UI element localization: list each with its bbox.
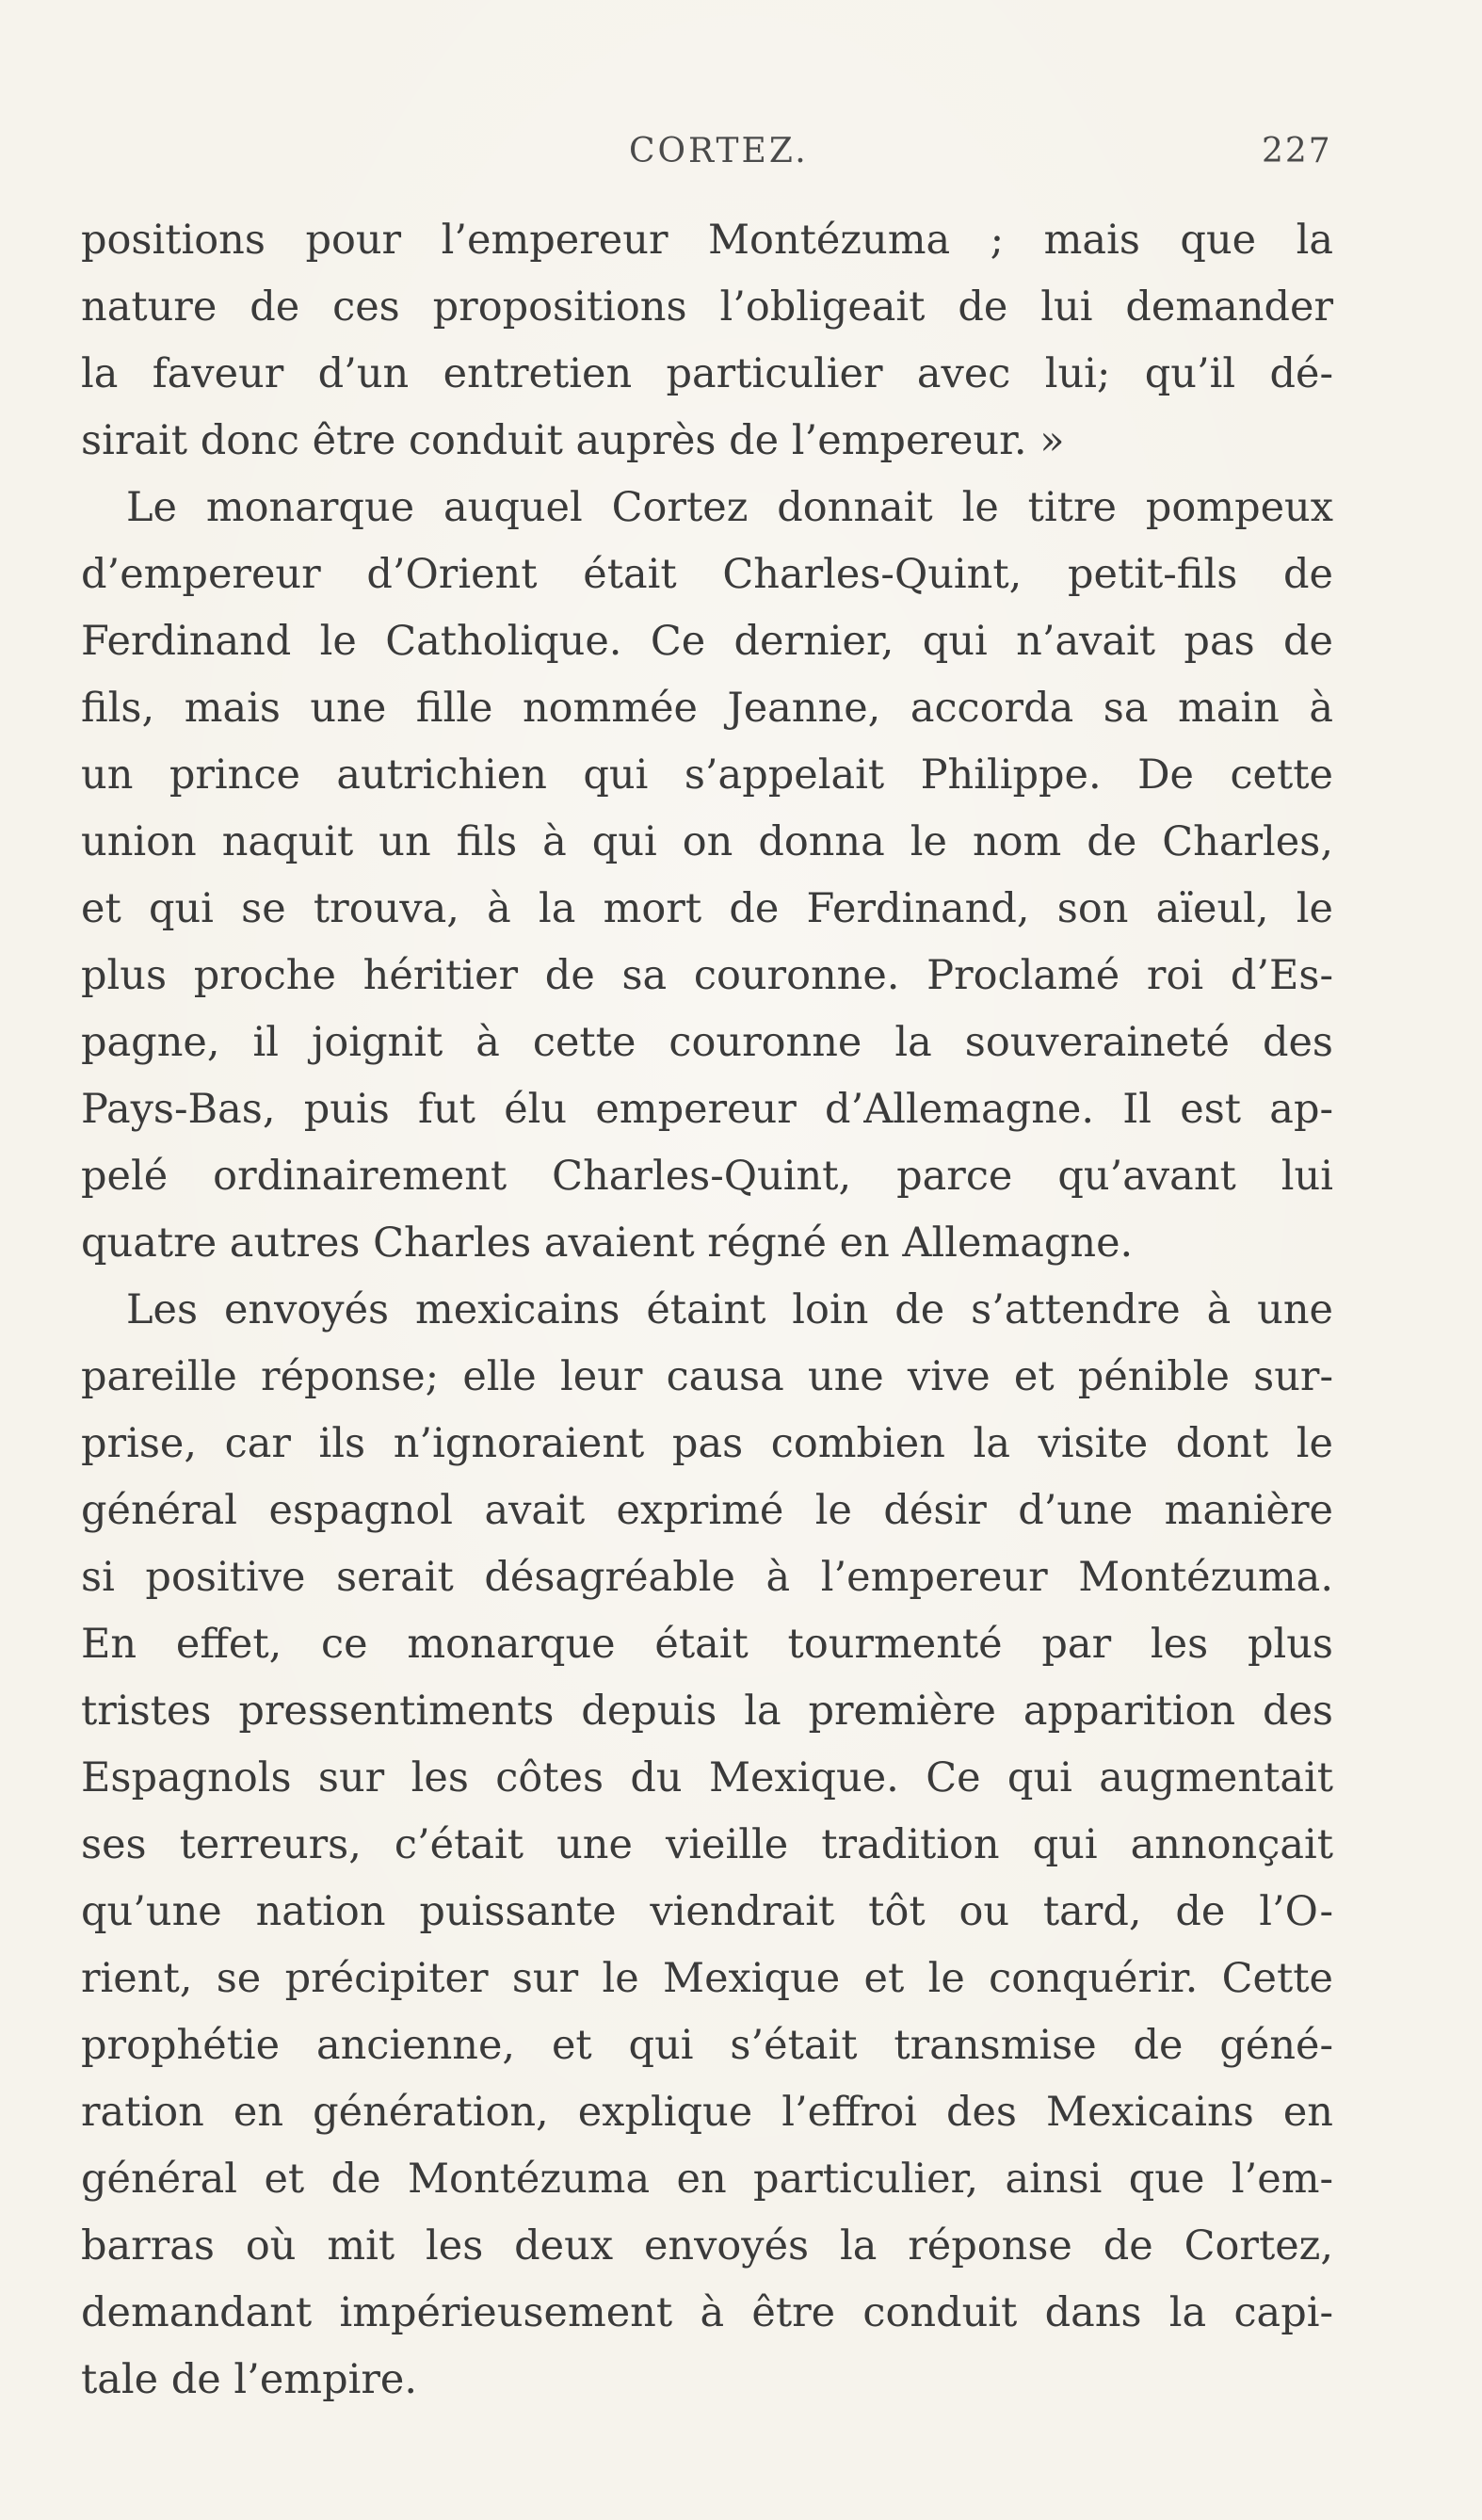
text-line: si positive serait désagréable à l’empereur Montézuma. bbox=[81, 1554, 1333, 1601]
text-line: qu’une nation puissante viendrait tôt ou tard, de l’O- bbox=[81, 1888, 1333, 1935]
text-line: demandant impérieusement à être conduit dans la capi- bbox=[81, 2289, 1333, 2336]
text-line: un prince autrichien qui s’appelait Philippe. De cette bbox=[81, 751, 1333, 799]
text-line: sirait donc être conduit auprès de l’empereur. » bbox=[81, 417, 1065, 464]
text-line: barras où mit les deux envoyés la réponse de Cortez, bbox=[81, 2222, 1333, 2270]
text-line: la faveur d’un entretien particulier avec lui; qu’il dé- bbox=[81, 350, 1333, 397]
text-line: et qui se trouva, à la mort de Ferdinand, son aïeul, le bbox=[81, 885, 1333, 932]
text-line: quatre autres Charles avaient régné en Allemagne. bbox=[81, 1220, 1134, 1267]
text-line: En effet, ce monarque était tourmenté par les plus bbox=[81, 1621, 1333, 1668]
body-text bbox=[81, 207, 1333, 2414]
text-line: prise, car ils n’ignoraient pas combien la visite dont le bbox=[81, 1420, 1333, 1467]
text-line: nature de ces propositions l’obligeait de lui demander bbox=[81, 283, 1333, 331]
text-line: tale de l’empire. bbox=[81, 2356, 418, 2403]
text-line: général espagnol avait exprimé le désir d’une manière bbox=[81, 1487, 1333, 1534]
text-line: Pays-Bas, puis fut élu empereur d’Allemagne. Il est ap- bbox=[81, 1086, 1333, 1133]
text-line: général et de Montézuma en particulier, ainsi que l’em- bbox=[81, 2156, 1333, 2203]
text-line: pareille réponse; elle leur causa une vive et pénible sur- bbox=[81, 1353, 1333, 1400]
text-line: rient, se précipiter sur le Mexique et le conquérir. Cette bbox=[81, 1955, 1333, 2002]
text-line: Espagnols sur les côtes du Mexique. Ce qui augmentait bbox=[81, 1754, 1333, 1801]
text-line: pelé ordinairement Charles-Quint, parce qu’avant lui bbox=[81, 1153, 1333, 1200]
text-line: Le monarque auquel Cortez donnait le titre pompeux bbox=[126, 484, 1333, 531]
text-line: plus proche héritier de sa couronne. Proclamé roi d’Es- bbox=[81, 952, 1333, 999]
text-line: prophétie ancienne, et qui s’était transmise de géné- bbox=[81, 2022, 1333, 2069]
text-line: ses terreurs, c’était une vieille tradition qui annonçait bbox=[81, 1821, 1333, 1868]
text-line: union naquit un fils à qui on donna le nom de Charles, bbox=[81, 818, 1333, 865]
text-line: positions pour l’empereur Montézuma ; mais que la bbox=[81, 217, 1333, 264]
text-line: pagne, il joignit à cette couronne la souveraineté des bbox=[81, 1019, 1333, 1066]
running-title: CORTEZ. bbox=[629, 132, 809, 170]
text-line: Les envoyés mexicains étaint loin de s’attendre à une bbox=[126, 1286, 1333, 1333]
text-line: Ferdinand le Catholique. Ce dernier, qui n’avait pas de bbox=[81, 618, 1333, 665]
text-line: d’empereur d’Orient était Charles-Quint, petit-fils de bbox=[81, 551, 1333, 598]
text-line: tristes pressentiments depuis la première apparition des bbox=[81, 1688, 1333, 1735]
text-line: ration en génération, explique l’effroi des Mexicains en bbox=[81, 2089, 1333, 2136]
page-number: 227 bbox=[1262, 132, 1332, 170]
running-head bbox=[0, 132, 1482, 188]
text-line: fils, mais une fille nommée Jeanne, accorda sa main à bbox=[81, 685, 1333, 732]
